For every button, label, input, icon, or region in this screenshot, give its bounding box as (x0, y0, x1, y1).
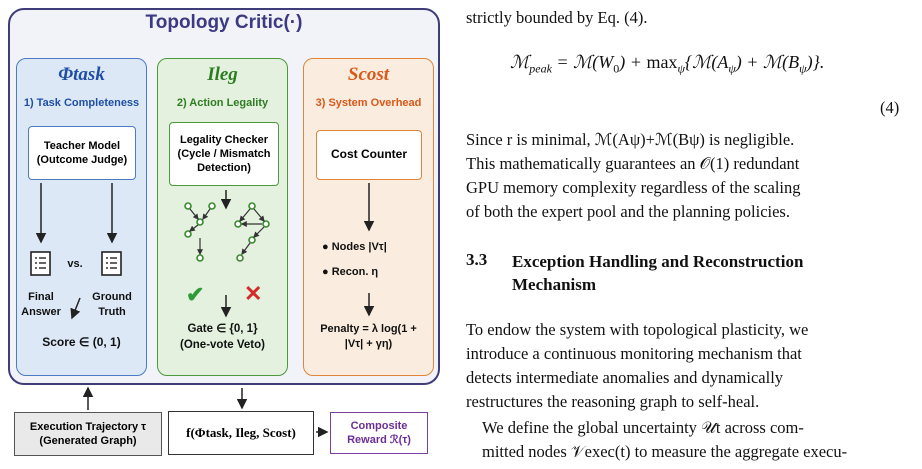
check-icon: ✔ (186, 282, 205, 307)
task-head: Φtask (58, 64, 105, 85)
text-line-1: strictly bounded by Eq. (4). (466, 8, 648, 27)
section-title: Exception Handling and Reconstruction Mechanism (512, 252, 804, 294)
figure-title: Topology Critic(·) (145, 12, 303, 33)
nodes-item: ● Nodes |Vτ| (322, 241, 387, 253)
legality-line3: Detection) (197, 162, 251, 175)
equation-4: ℳ$_{peak}$ = $ℳ(W_0)$ + $\max_\psi\{ℳ(A_\psi)$ + $ℳ(B_\psi)$}. (510, 52, 825, 76)
recon-item: ● Recon. η (322, 266, 379, 278)
cost-counter-box: Cost Counter (316, 130, 422, 180)
composite-reward-box: Composite Reward ℛ(τ) (330, 412, 428, 454)
legality-line2: (Cycle / Mismatch (177, 147, 271, 160)
paragraph-3: We define the global uncertainty 𝒰t across com- mitted nodes 𝒱exec(t) to measure the aggregate execu- (482, 418, 848, 461)
vs-label: vs. (67, 258, 83, 270)
teacher-model-line2: (Outcome Judge) (36, 154, 128, 166)
recon-label: Recon. η (331, 266, 379, 278)
cross-icon: ✕ (244, 281, 263, 306)
score-label: Score ∈ (0, 1) (42, 335, 121, 349)
gate-label: Gate ∈ {0, 1} (One-vote Veto) (180, 323, 265, 351)
equation-number: (4) (880, 98, 900, 117)
leg-head: Ileg (207, 64, 238, 85)
final-answer-label: Final Answer (21, 291, 61, 318)
nodes-label: Nodes |Vτ| (331, 241, 387, 253)
teacher-model-line1: Teacher Model (43, 139, 121, 152)
cost-head: Scost (347, 64, 390, 85)
ground-truth-label: Ground Truth (92, 291, 132, 318)
paragraph-2: To endow the system with topological plasticity, we introduce a continuous monitoring mechanism that detects intermediate anomalies and dynamically restructures the reasoning graph to self-heal. (466, 320, 809, 411)
aggregation-function-box: f(Φtask, Ileg, Scost) (168, 411, 314, 455)
execution-trajectory-box: Execution Trajectory τ (Generated Graph) (14, 412, 162, 456)
penalty-label: Penalty = λ log(1 + |Vτ| + γη) (320, 323, 417, 350)
cost-sub: 3) System Overhead (315, 97, 422, 109)
task-sub: 1) Task Completeness (23, 97, 140, 109)
section-number: 3.3 (466, 250, 488, 269)
legality-line1: Legality Checker (179, 133, 269, 146)
paragraph-1: Since r is minimal, ℳ(Aψ)+ℳ(Bψ) is negligible. This mathematically guarantees an 𝒪(1) redundant GPU memory complexity regardless of the scaling of both the expert pool and the planning policies. (466, 130, 801, 221)
leg-sub: 2) Action Legality (176, 97, 269, 109)
